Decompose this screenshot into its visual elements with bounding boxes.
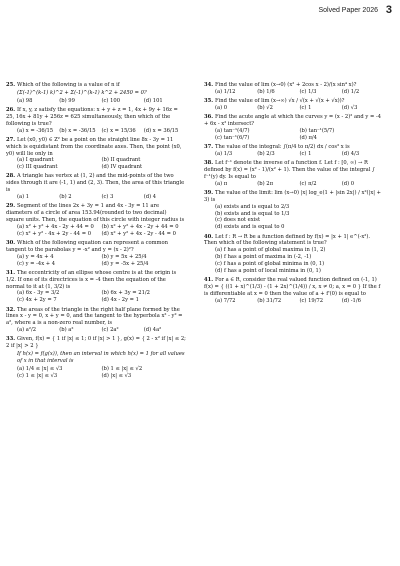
answer-option: (b) 1 ≤ |x| ≤ √2: [101, 365, 143, 372]
answer-options: [204, 298, 384, 305]
answer-option: (d) f has a point of local minima in (0, 1): [215, 267, 321, 274]
question-text: The value of the integral: ∫(π/4 to π/2) dx / cos³ x is: [215, 144, 350, 151]
answer-options: [204, 128, 384, 142]
answer-options: [6, 194, 186, 201]
answer-option: (d) exists and is equal to 0: [215, 224, 285, 231]
answer-option: (d) 1/2: [341, 88, 360, 95]
question-number: 39.: [204, 189, 214, 196]
answer-option: (d) 4a²: [143, 327, 162, 334]
answer-option: (a) 0: [215, 104, 228, 111]
answer-options: [6, 254, 186, 268]
answer-option: (c) π/2: [299, 180, 317, 187]
question-formula: (Σ(-1)^(k-1) k)^2 + Σ(-1)^(k-1) k^2 + 2450 = 0?: [17, 89, 147, 96]
answer-option: (c) x = 15/36: [101, 127, 136, 134]
answer-option: (b) exists and is equal to 1/3: [215, 210, 290, 217]
question-text: Let f⁻¹ denote the inverse of a function f. Let f : [0, ∞) → R defined by f(x) = (x² - 1)/(x² + 1). Then the value of the integral ∫ f⁻¹(y) dy. Is equal to: [204, 160, 375, 180]
answer-option: (b) 99: [59, 97, 75, 104]
question-text: Find the acute angle at which the curves y = (x - 2)² and y = -4 + 6x - x² intersect?: [204, 114, 381, 128]
answer-options: [6, 224, 186, 238]
question-number: 36.: [204, 114, 214, 121]
answer-option: (a) 1/3: [215, 150, 233, 157]
question-item: [204, 114, 384, 141]
answer-options: [204, 151, 384, 158]
answer-options: [6, 98, 186, 105]
answer-option: (b) 2π: [257, 180, 273, 187]
answer-option: (c) tan⁻¹(6/7): [215, 134, 250, 141]
question-number: 32.: [6, 306, 16, 313]
answer-option: (a) 1: [17, 194, 30, 201]
question-item: [6, 173, 186, 200]
answer-option: (a) 6x - 3y = 3/2: [17, 290, 60, 297]
answer-option: (a) x = -36/15: [17, 127, 54, 134]
answer-option: (a) I quadrant: [17, 157, 54, 164]
answer-option: (a) exists and is equal to 2/3: [215, 203, 290, 210]
answer-option: (d) 101: [143, 97, 163, 104]
question-text: Given, f(x) = { 1 if |x| ≤ 1; 0 if |x| > 1 }, g(x) = { 2 - x² if |x| ≤ 2; 2 if |x| > 2 }: [6, 336, 186, 350]
answer-option: (a) a²/2: [17, 327, 37, 334]
question-text: For a ∈ R, consider the real valued function defined on (-1, 1) f(x) = { ((1 + x)^(1/3) - (1 + 2x)^(1/4)) / x, x ≠ 0; a, x = 0 } If the f is differentiable at x = 0 then the value of a + f'(0) is equal to: [204, 277, 381, 297]
answer-option: (a) 7/72: [215, 297, 236, 304]
question-text: A triangle has vertex at (1, 2) and the mid-points of the two sides through it are (-1, 1) and (2, 3). Then, the area of this triangle is: [6, 173, 185, 194]
answer-option: (c) 1: [299, 104, 312, 111]
answer-option: (c) 2a²: [101, 327, 119, 334]
answer-option: (b) x = -36/15: [59, 127, 96, 134]
answer-option: (b) a²: [59, 327, 74, 334]
answer-option: (d) IV quadrant: [101, 164, 143, 171]
answer-option: (b) 31/72: [257, 297, 282, 304]
question-item: [204, 190, 384, 231]
question-text: Let (x0, y0) ∈ Z² be a point on the straight line 8x - 3y = 11 which is equidistant from the coordinate axes. Then, the point (x0, y0) will lie only in: [6, 136, 182, 157]
answer-option: (a) tan⁻¹(4/7): [215, 127, 250, 134]
answer-option: (c) y = -4x + 4: [17, 260, 56, 267]
question-formula: If h(x) = f(g(x)), then an interval in which h(x) = 1 for all values of x in that interval is: [17, 351, 185, 364]
answer-option: (c) 1/3: [299, 88, 317, 95]
answer-option: (d) x = 36/15: [143, 127, 179, 134]
answer-option: (c) 19/72: [299, 297, 324, 304]
answer-option: (b) y = 5x + 25/4: [101, 253, 147, 260]
answer-option: (c) 1: [299, 150, 312, 157]
question-item: [6, 203, 186, 237]
question-number: 31.: [6, 269, 16, 276]
answer-option: (a) f has a point of global maxima in (1, 2): [215, 247, 326, 254]
question-text: The areas of the triangle in the right half plane formed by the lines x - y = 0, x + y = 0, and the tangent to the hyperbola x² - y² = a², where a is a non-zero real number, is: [6, 306, 183, 327]
question-number: 25.: [6, 82, 16, 88]
answer-options: [204, 247, 384, 274]
answer-options: [6, 157, 186, 171]
question-item: [6, 240, 186, 267]
answer-option: (d) 4x - 2y = 1: [101, 297, 139, 304]
question-number: 34.: [204, 82, 214, 88]
answer-option: (b) 2/3: [257, 150, 275, 157]
question-number: 29.: [6, 203, 16, 210]
answer-option: (d) 4/3: [341, 150, 360, 157]
left-column: [6, 82, 186, 382]
question-item: [6, 82, 186, 105]
answer-option: (c) 1 ≤ |x| ≤ √3: [17, 372, 58, 379]
answer-option: (a) y = 4x + 4: [17, 253, 54, 260]
question-number: 33.: [6, 336, 16, 343]
answer-option: (c) 100: [101, 97, 121, 104]
question-item: [6, 270, 186, 304]
answer-options: [204, 89, 384, 96]
question-item: [6, 336, 186, 379]
question-item: [6, 137, 186, 171]
question-number: 40.: [204, 233, 214, 240]
question-item: [204, 277, 384, 304]
answer-option: (a) x² + y² + 4x - 2y + 44 = 0: [17, 223, 94, 230]
answer-options: [6, 290, 186, 304]
question-text: Find the value of lim (x→0) (x² + 2cos x - 2)/(x sin⁴ x)?: [215, 82, 357, 88]
question-text: The eccentricity of an ellipse whose centre is at the origin is 1/2. If one of its directrices is x = -4 then the equation of the normal to it at (1, 3/2) is: [6, 269, 177, 290]
answer-option: (c) 4x + 2y = 7: [17, 297, 57, 304]
question-item: [204, 144, 384, 158]
answer-option: (a) 1/4 ≤ |x| ≤ √3: [17, 365, 63, 372]
question-text: Find the value of lim (x→∞) √x / √(x + √(x + √x))?: [215, 98, 345, 105]
answer-option: (b) x² + y² + 4x - 2y + 44 = 0: [101, 223, 179, 230]
right-column: [204, 82, 384, 307]
question-text: Let f : R → R be a function defined by f(x) = |x + 1| e^(-x²). Then which of the following statement is true?: [204, 233, 371, 247]
question-item: [204, 98, 384, 112]
question-text: Which of the following is a value of n if: [17, 82, 120, 88]
question-text: Segment of the lines 2x + 3y = 1 and 4x - 3y = 11 are diameters of a circle of area 153.94(rounded to two decimal) square units. Then, the equation of this circle with integer radius is: [6, 203, 185, 224]
answer-option: (d) 4: [143, 194, 157, 201]
answer-option: (b) tan⁻¹(5/7): [299, 127, 335, 134]
answer-option: (b) √2: [257, 104, 273, 111]
question-item: [204, 234, 384, 275]
answer-option: (d) 0: [341, 180, 355, 187]
answer-option: (d) x² + y² + 4x - 2y - 44 = 0: [101, 230, 176, 237]
answer-options: [204, 105, 384, 112]
answer-option: (c) III quadrant: [17, 164, 58, 171]
question-number: 27.: [6, 136, 16, 143]
question-item: [6, 307, 186, 334]
question-number: 28.: [6, 173, 16, 180]
question-number: 30.: [6, 240, 16, 246]
question-number: 37.: [204, 144, 214, 151]
question-item: [204, 160, 384, 187]
answer-option: (c) x² + y² - 4x + 2y - 44 = 0: [17, 230, 92, 237]
answer-option: (b) 1/6: [257, 88, 275, 95]
answer-option: (d) y = -5x + 25/4: [101, 260, 149, 267]
question-number: 26.: [6, 106, 16, 113]
answer-option: (c) 3: [101, 194, 114, 201]
question-text: The value of the limit: lim (x→0) |x| log_e(1 + |sin 2x|) / x²(|x| + 3) is: [204, 189, 381, 203]
page-header: [0, 4, 400, 18]
answer-option: (d) |x| ≤ √3: [101, 372, 132, 379]
answer-option: (b) II quadrant: [101, 157, 141, 164]
question-text: Which of the following equation can represent a common tangent to the parabolas y = -x² and y = (x - 2)²?: [6, 240, 168, 253]
answer-option: (b) 2: [59, 194, 72, 201]
header-title: Solved Paper 2026: [318, 7, 378, 14]
answer-options: [6, 366, 186, 380]
question-item: [6, 107, 186, 134]
answer-option: (c) does not exist: [215, 217, 261, 224]
answer-option: (b) f has a point of maxima in (-2, -1): [215, 254, 312, 261]
answer-option: (d) -1/6: [341, 297, 361, 304]
question-number: 38.: [204, 160, 214, 167]
answer-options: [204, 181, 384, 188]
answer-options: [6, 327, 186, 334]
answer-options: [204, 204, 384, 231]
question-number: 41.: [204, 277, 214, 284]
question-item: [204, 82, 384, 96]
answer-option: (a) π: [215, 180, 228, 187]
answer-option: (a) 1/12: [215, 88, 236, 95]
answer-option: (c) f has a point of global minima in (0, 1): [215, 260, 325, 267]
answer-options: [6, 128, 186, 135]
page-number: 3: [385, 4, 392, 16]
question-text: If x, y, z satisfy the equations: x + y + z = 1, 4x + 9y + 16z = 25, 16x + 81y + 256z = 625 simultaneously, then which of the following is true?: [6, 106, 178, 127]
answer-option: (d) √3: [341, 104, 358, 111]
question-number: 35.: [204, 98, 214, 105]
answer-option: (a) 98: [17, 97, 33, 104]
answer-option: (b) 6x + 3y = 21/2: [101, 290, 150, 297]
answer-option: (d) π/4: [299, 134, 317, 141]
